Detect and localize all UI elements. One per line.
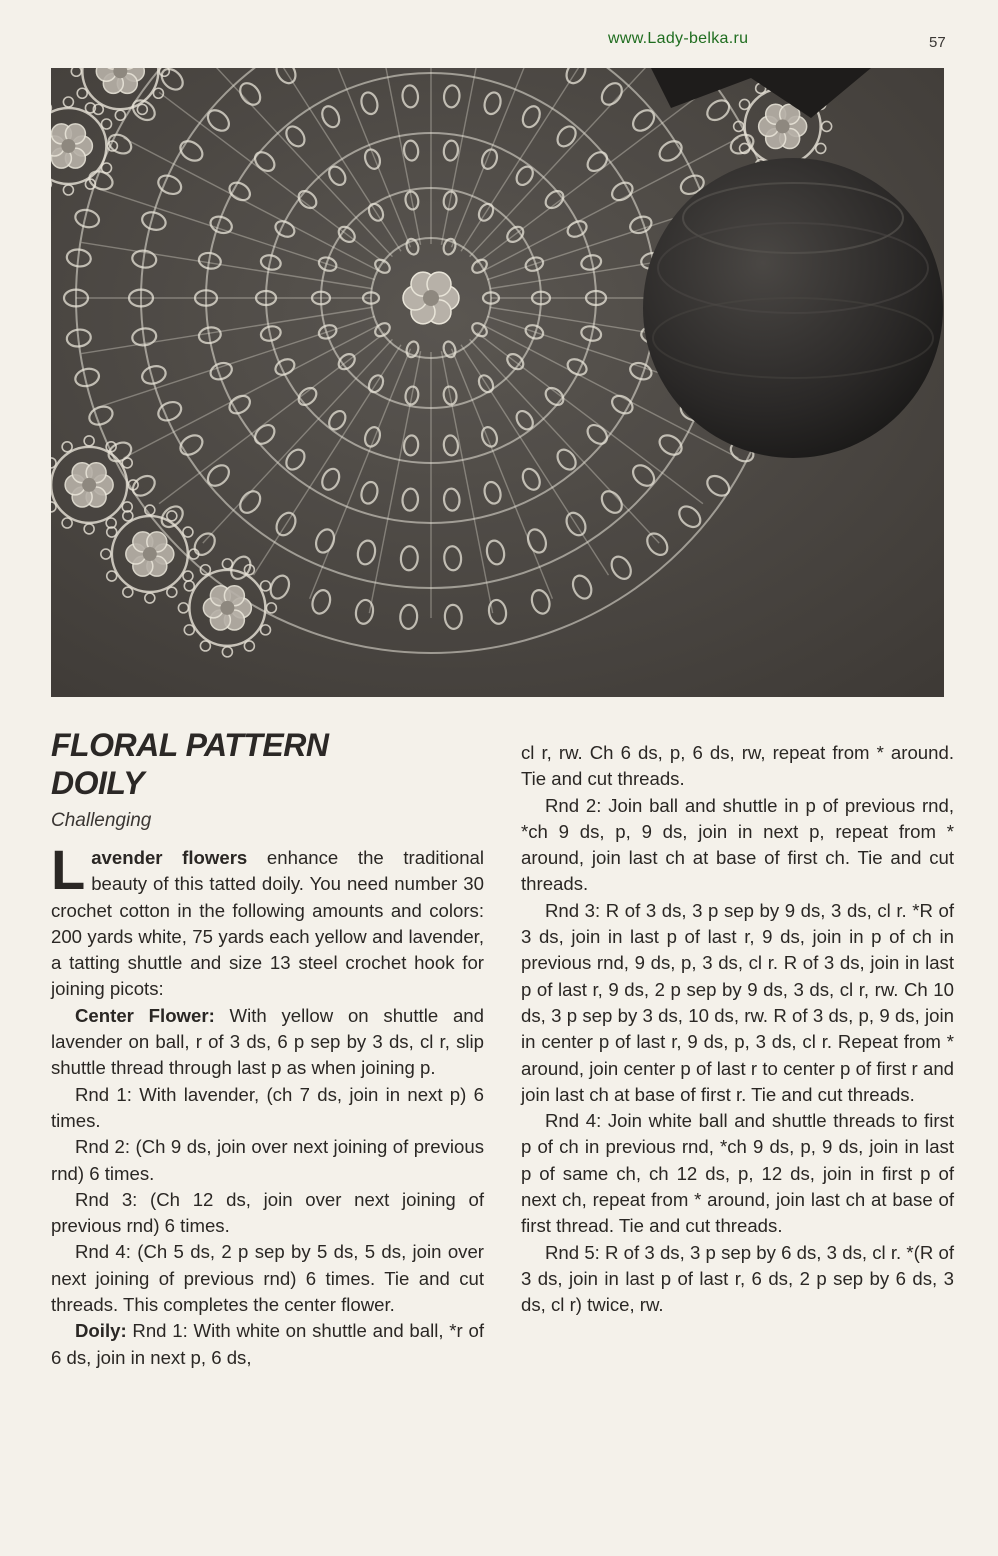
text-column-right (521, 740, 954, 1319)
title-line-1: FLORAL PATTERN (51, 727, 329, 763)
difficulty-label: Challenging (51, 810, 152, 831)
doily-photo (51, 68, 944, 697)
intro-paragraph (51, 838, 485, 1003)
doily-round-4: Rnd 4: Join white ball and shuttle threads to first p of ch in previous rnd, *ch 9 ds, p, 9 ds, join in last p of same ch, ch 12 ds, p, 12 ds, join in first p of next ch, repeat from * around, join last ch at base of first thread. Tie and cut threads. (521, 1110, 954, 1237)
cf-round-1: Rnd 1: With lavender, (ch 7 ds, join in next p) 6 times. (51, 1083, 484, 1131)
drop-cap: L (51, 838, 86, 901)
doily-paragraph (51, 1318, 484, 1371)
doily-round-2: Rnd 2: Join ball and shuttle in p of previous rnd, *ch 9 ds, p, 9 ds, join in next p, repeat from * around, join last ch at base of first ch. Tie and cut threads. (521, 794, 954, 895)
doily-round-1-start: Rnd 1: With white on shuttle and ball, *r of 6 ds, join in next p, 6 ds, (51, 1320, 484, 1368)
cf-round-2: Rnd 2: (Ch 9 ds, join over next joining of previous rnd) 6 times. (51, 1136, 484, 1184)
center-flower-paragraph (51, 1003, 484, 1082)
intro-text: enhance the traditional beauty of this tatted doily. You need number 30 crochet cotton in the following amounts and colors: 200 yards white, 75 yards each yellow and lavender, a tatting shuttle and size 13 steel crochet hook for joining picots: (51, 847, 485, 1000)
text-column-left (51, 838, 485, 1371)
cf-round-3: Rnd 3: (Ch 12 ds, join over next joining of previous rnd) 6 times. (51, 1188, 484, 1237)
page-number: 57 (929, 34, 946, 51)
doily-round-3: Rnd 3: R of 3 ds, 3 p sep by 9 ds, 3 ds, cl r. *R of 3 ds, join in last p of last r, 9 ds, join in p of ch in previous rnd, 9 ds, p, 3 ds, cl r. R of 3 ds, join in last p of last r, 9 ds, 2 p sep by 9 ds, 3 ds, cl r, rw. Ch 10 ds, 3 p sep by 3 ds, 10 ds, rw. R of 3 ds, p, 9 ds, join in center p of last r, 9 ds, p, 3 ds, cl r. Repeat from * around, join center p of last r to center p of first r and join last ch at base of first r. Tie and cut threads. (521, 899, 954, 1105)
intro-lead: avender flowers (91, 847, 248, 868)
doily-illustration (51, 68, 944, 697)
doily-heading: Doily: (75, 1320, 127, 1342)
article-title (51, 726, 471, 802)
doily-round-1-end: cl r, rw. Ch 6 ds, p, 6 ds, rw, repeat from * around. Tie and cut threads. (521, 742, 954, 790)
center-flower-heading: Center Flower: (75, 1004, 215, 1026)
doily-round-5: Rnd 5: R of 3 ds, 3 p sep by 6 ds, 3 ds, cl r. *(R of 3 ds, join in last p of last r, 6 ds, 2 p sep by 6 ds, 3 ds, cl r) twice, rw. (521, 1241, 954, 1316)
cf-round-4: Rnd 4: (Ch 5 ds, 2 p sep by 5 ds, 5 ds, join over next joining of previous rnd) 6 times. Tie and cut threads. This completes the center flower. (51, 1241, 484, 1316)
center-flower-text: With yellow on shuttle and lavender on ball, r of 3 ds, 6 p sep by 3 ds, cl r, slip shuttle thread through last p as when joining p. (51, 1004, 484, 1079)
site-url[interactable]: www.Lady-belka.ru (608, 30, 749, 47)
title-line-2: DOILY (51, 765, 144, 801)
